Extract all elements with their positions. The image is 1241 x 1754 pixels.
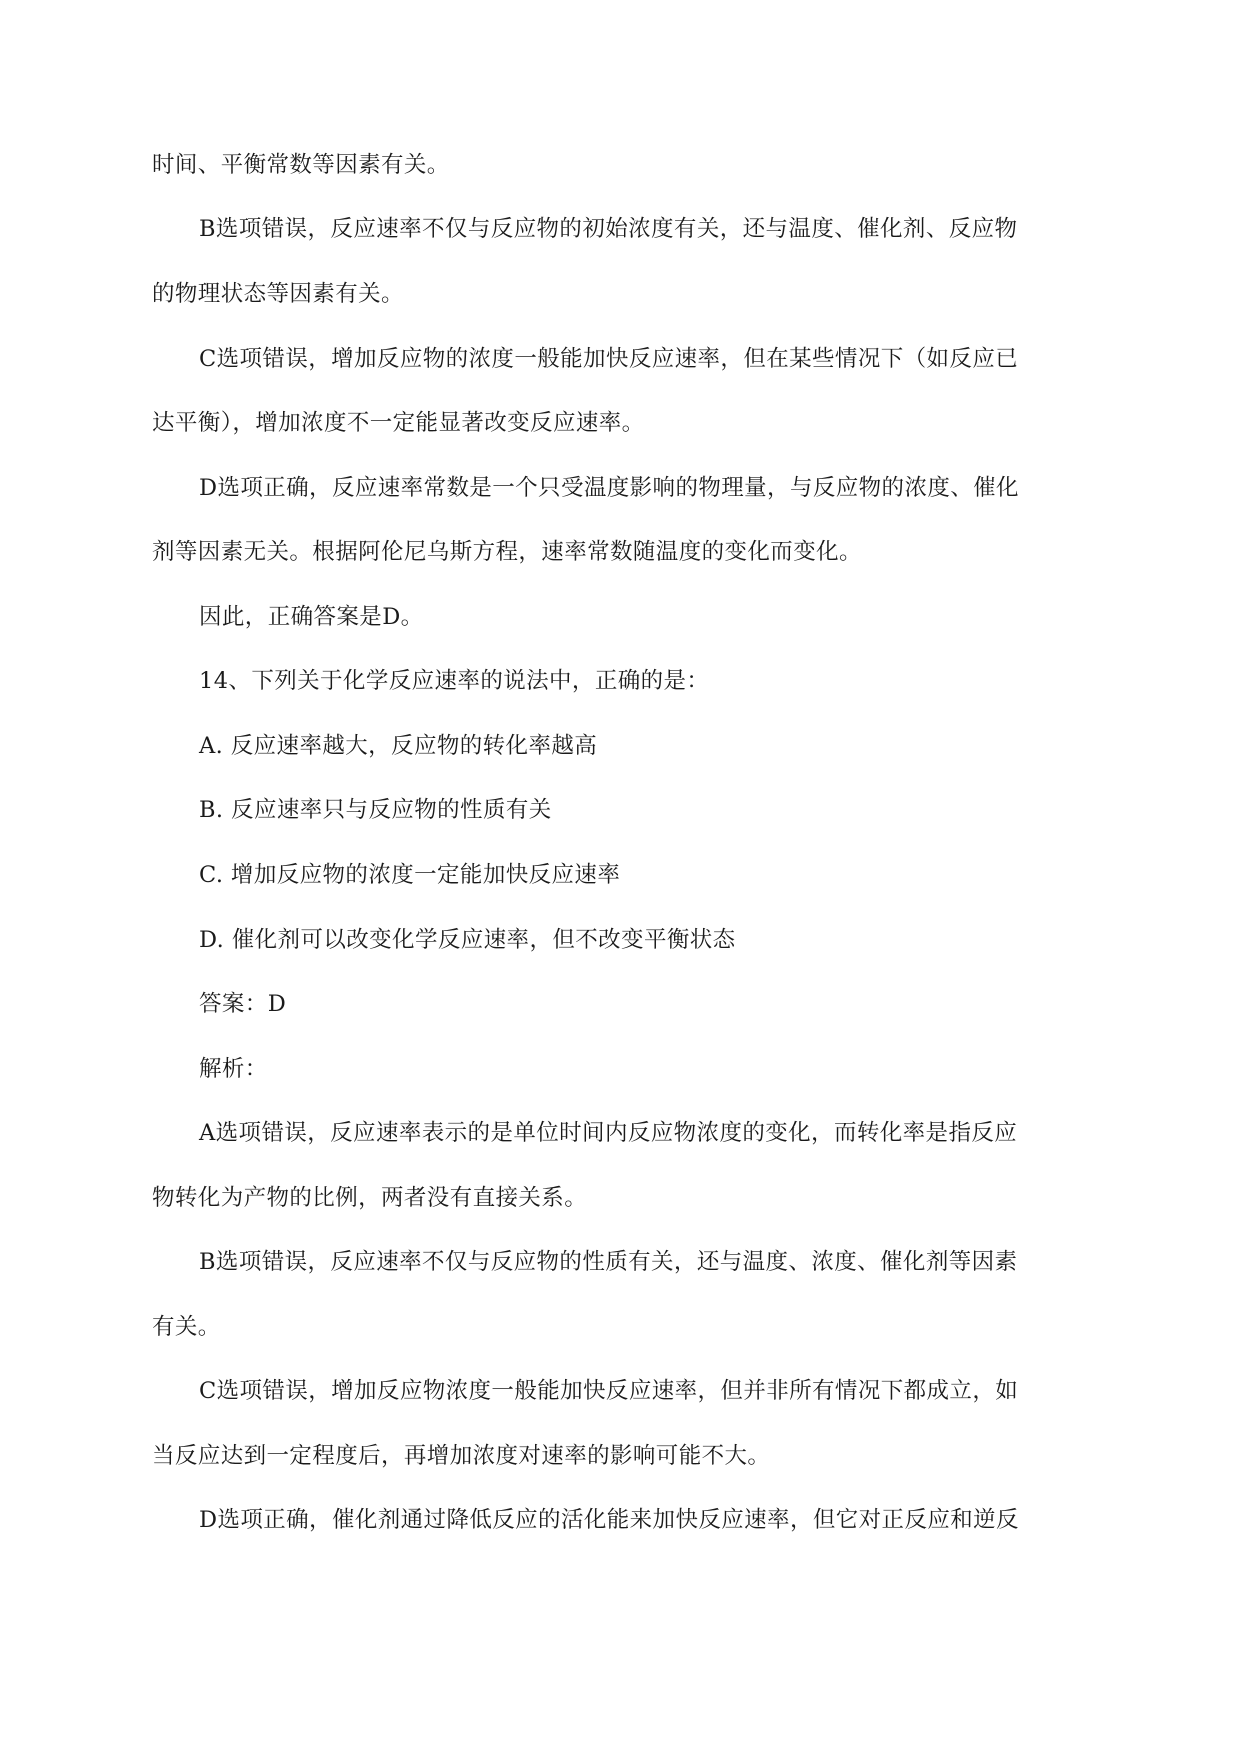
text-line: D选项正确，催化剂通过降低反应的活化能来加快反应速率，但它对正反应和逆反 xyxy=(199,1507,1019,1533)
text-line: 剂等因素无关。根据阿伦尼乌斯方程，速率常数随温度的变化而变化。 xyxy=(152,539,862,565)
text-line: 物转化为产物的比例，两者没有直接关系。 xyxy=(152,1185,588,1211)
text-line: 因此，正确答案是D。 xyxy=(199,604,424,630)
question-title: 14、下列关于化学反应速率的说法中，正确的是： xyxy=(199,668,710,694)
text-line: D选项正确，反应速率常数是一个只受温度影响的物理量，与反应物的浓度、催化 xyxy=(199,475,1019,501)
option-c: C. 增加反应物的浓度一定能加快反应速率 xyxy=(199,862,621,888)
text-line: 时间、平衡常数等因素有关。 xyxy=(152,152,450,178)
text-line: 有关。 xyxy=(152,1314,221,1340)
text-line: C选项错误，增加反应物的浓度一般能加快反应速率，但在某些情况下（如反应已 xyxy=(199,346,1019,372)
text-line: 的物理状态等因素有关。 xyxy=(152,281,404,307)
analysis-heading: 解析： xyxy=(199,1056,268,1082)
option-d: D. 催化剂可以改变化学反应速率，但不改变平衡状态 xyxy=(199,927,736,953)
answer-line: 答案：D xyxy=(199,991,287,1017)
text-line: C选项错误，增加反应物浓度一般能加快反应速率，但并非所有情况下都成立，如 xyxy=(199,1378,1019,1404)
option-b: B. 反应速率只与反应物的性质有关 xyxy=(199,797,552,823)
text-line: B选项错误，反应速率不仅与反应物的性质有关，还与温度、浓度、催化剂等因素 xyxy=(199,1249,1018,1275)
text-line: 当反应达到一定程度后，再增加浓度对速率的影响可能不大。 xyxy=(152,1443,771,1469)
text-line: 达平衡），增加浓度不一定能显著改变反应速率。 xyxy=(152,410,645,436)
text-line: B选项错误，反应速率不仅与反应物的初始浓度有关，还与温度、催化剂、反应物 xyxy=(199,216,1018,242)
option-a: A. 反应速率越大，反应物的转化率越高 xyxy=(199,733,598,759)
text-line: A选项错误，反应速率表示的是单位时间内反应物浓度的变化，而转化率是指反应 xyxy=(199,1120,1018,1146)
